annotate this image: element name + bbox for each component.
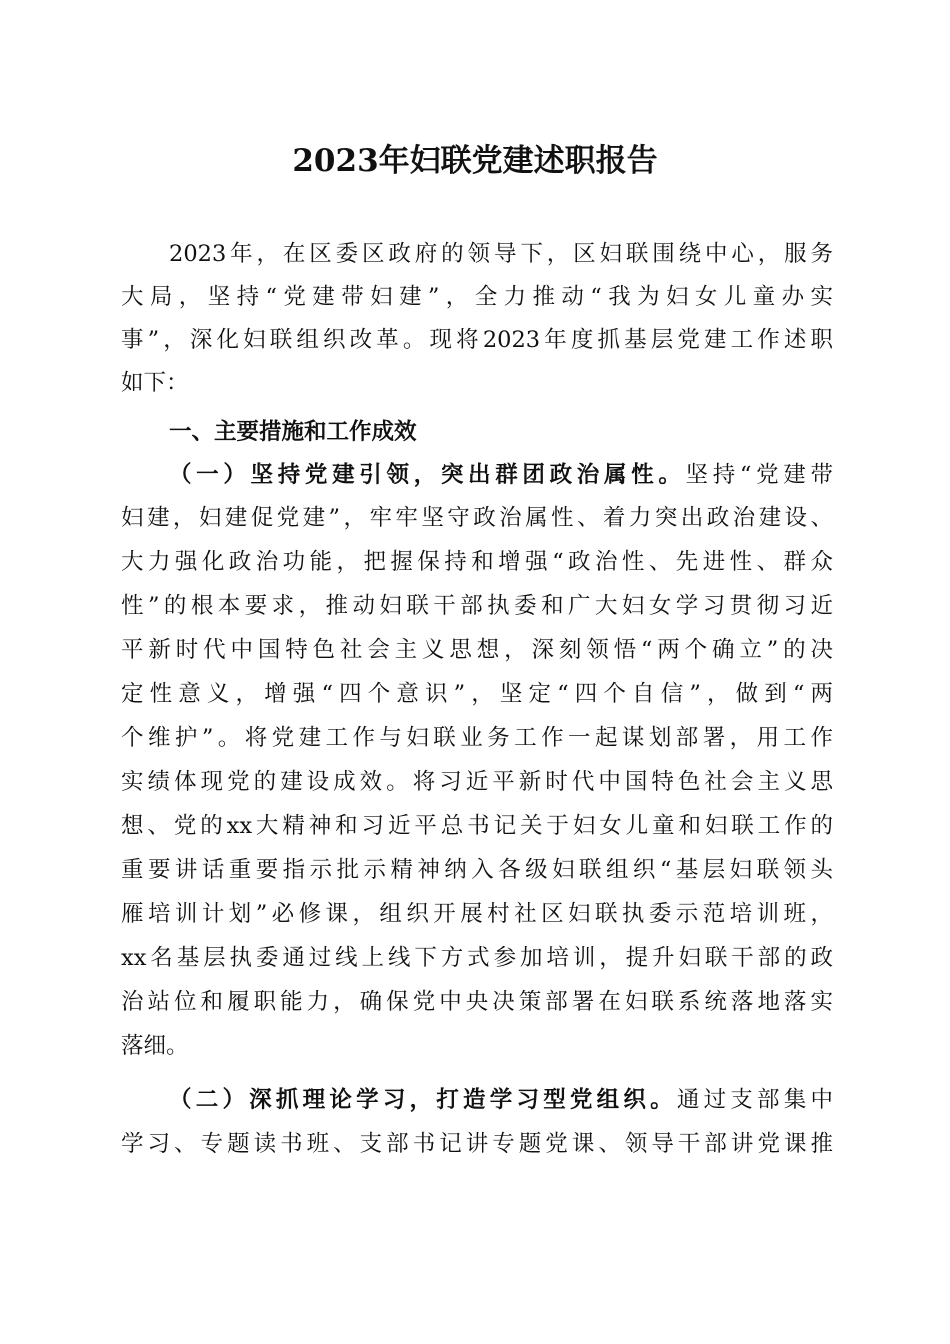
item2-first-rest: 通过支部集中: [676, 1087, 833, 1113]
intro-line-4: 如下：: [121, 370, 189, 396]
item1-line: 性”的根本要求，推动妇联干部执委和广大妇女学习贯彻习近: [121, 593, 833, 619]
item1-lead: （一）坚持党建引领，突出群团政治属性。: [169, 462, 686, 488]
item1-line: 个维护”。将党建工作与妇联业务工作一起谋划部署，用工作: [121, 725, 833, 751]
intro-line-3: 事”，深化妇联组织改革。现将2023年度抓基层党建工作述职: [121, 327, 833, 353]
item1-first-line: [169, 460, 833, 490]
item1-line: xx名基层执委通过线上线下方式参加培训，提升妇联干部的政: [121, 945, 833, 971]
item1-line: 定性意义，增强“四个意识”，坚定“四个自信”，做到“两: [121, 681, 833, 707]
item1-line: 雁培训计划”必修课，组织开展村社区妇联执委示范培训班，: [121, 901, 833, 927]
item1-line: 平新时代中国特色社会主义思想，深刻领悟“两个确立”的决: [121, 637, 833, 663]
item1-line: 治站位和履职能力，确保党中央决策部署在妇联系统落地落实: [121, 989, 833, 1015]
item1-line: 落细。: [121, 1033, 189, 1059]
section-heading: 一、主要措施和工作成效: [169, 419, 417, 445]
intro-line-2: 大局，坚持“党建带妇建”，全力推动“我为妇女儿童办实: [121, 284, 833, 310]
item1-line: 想、党的xx大精神和习近平总书记关于妇女儿童和妇联工作的: [121, 813, 833, 839]
item2-first-line: [169, 1085, 833, 1115]
intro-line-1: 2023年，在区委区政府的领导下，区妇联围绕中心，服务: [169, 241, 833, 267]
item1-line: 重要讲话重要指示批示精神纳入各级妇联组织“基层妇联领头: [121, 857, 833, 883]
document-title: 2023年妇联党建述职报告: [292, 143, 658, 179]
item1-line: 大力强化政治功能，把握保持和增强“政治性、先进性、群众: [121, 549, 833, 575]
item1-first-rest: 坚持“党建带: [685, 462, 833, 488]
item1-line: 实绩体现党的建设成效。将习近平新时代中国特色社会主义思: [121, 769, 833, 795]
item2-line: 学习、专题读书班、支部书记讲专题党课、领导干部讲党课推: [121, 1131, 833, 1157]
item2-lead: （二）深抓理论学习，打造学习型党组织。: [169, 1087, 677, 1113]
item1-line: 妇建，妇建促党建”，牢牢坚守政治属性、着力突出政治建设、: [121, 505, 833, 531]
